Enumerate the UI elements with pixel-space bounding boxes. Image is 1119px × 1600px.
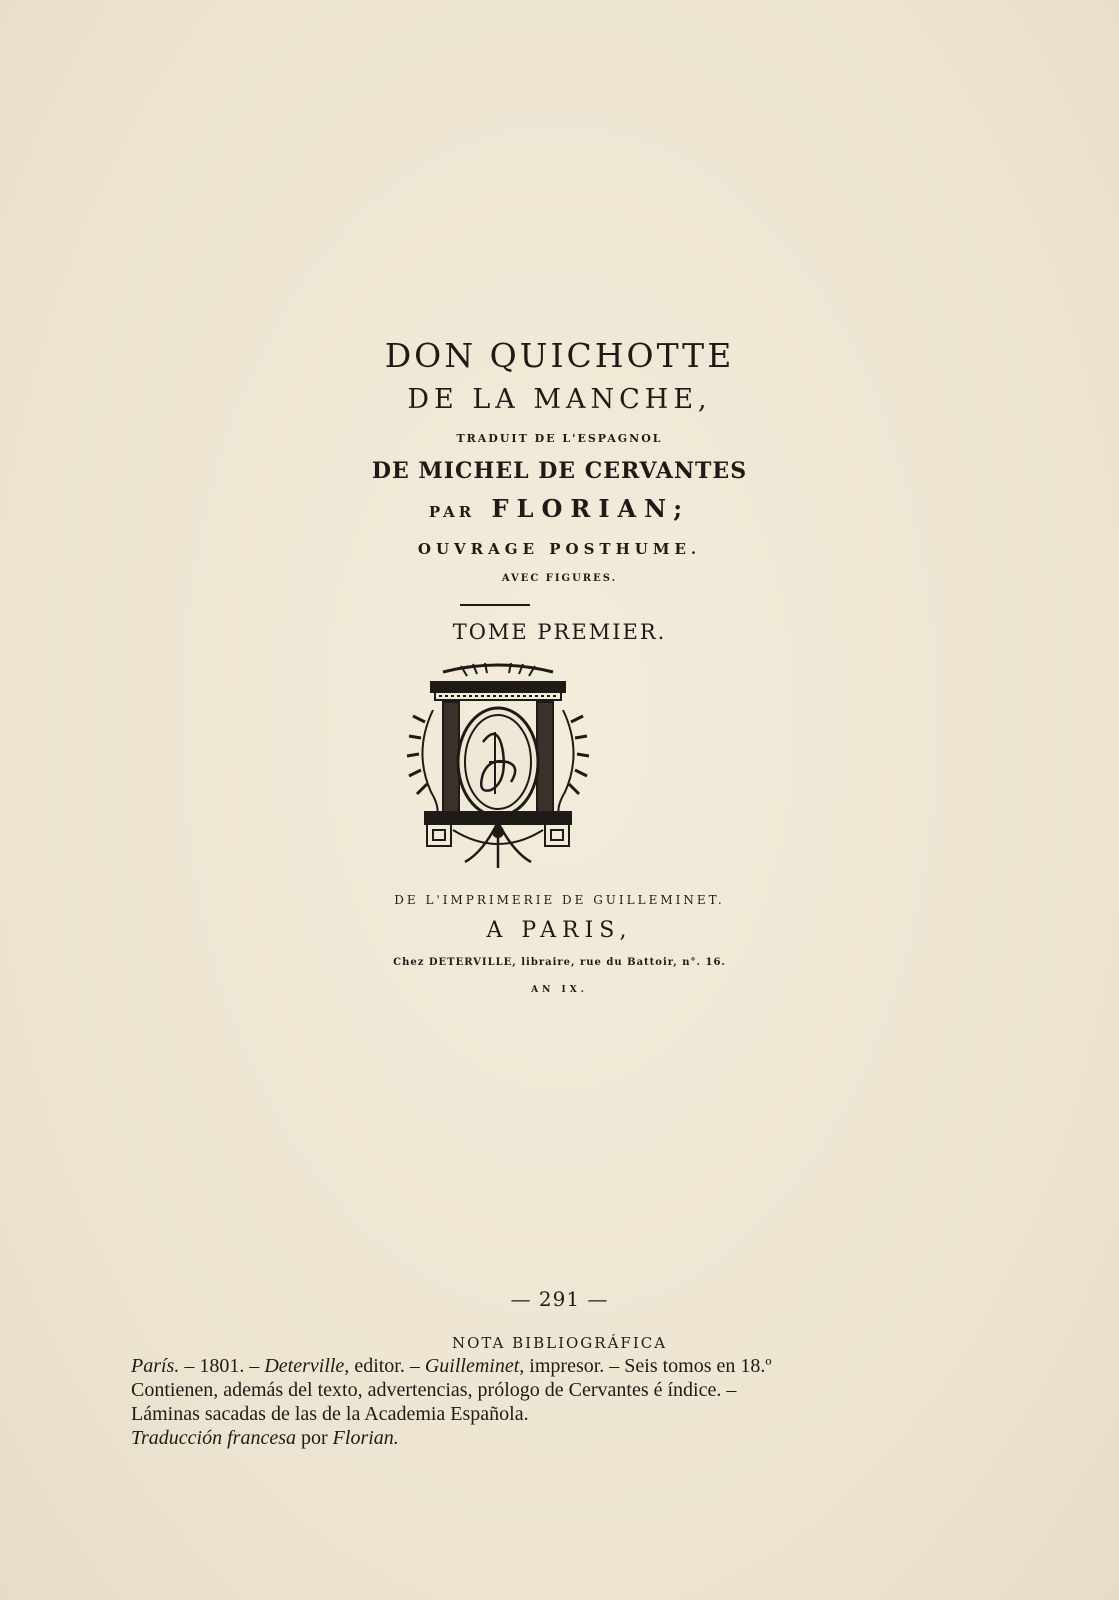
editor-text: editor. – — [349, 1355, 425, 1377]
printer-italic: Guilleminet, — [424, 1355, 525, 1377]
por-text: por — [296, 1427, 333, 1449]
nota-line-4 — [131, 1426, 901, 1450]
title-line-2: DE LA MANCHE, — [407, 384, 712, 415]
translator-name: FLORIAN; — [491, 494, 691, 523]
nota-heading: NOTA BIBLIOGRÁFICA — [451, 1334, 668, 1352]
par-label: PAR — [428, 503, 476, 521]
title-line-1: DON QUICHOTTE — [384, 336, 735, 375]
title-line-5 — [0, 494, 1119, 523]
nota-line-1 — [131, 1354, 901, 1378]
nota-line-1-text — [131, 1354, 772, 1378]
publisher-italic: Deterville, — [264, 1355, 350, 1377]
imprint-city: A PARIS, — [486, 918, 633, 943]
title-line-7: AVEC FIGURES. — [501, 573, 618, 584]
imprint-bookseller: Chez DETERVILLE, libraire, rue du Battoir, n°. 16. — [393, 957, 726, 968]
title-rule — [460, 604, 530, 606]
title-line-3: TRADUIT DE L'ESPAGNOL — [456, 432, 663, 445]
nota-line-2: Contienen, además del texto, advertencias, prólogo de Cervantes é índice. – — [131, 1379, 737, 1401]
imprint-year: AN IX. — [531, 985, 588, 995]
page-number: — 291 — — [510, 1287, 609, 1311]
imprint-printer: DE L'IMPRIMERIE DE GUILLEMINET. — [394, 893, 725, 907]
nota-line-3: Láminas sacadas de las de la Academia Española. — [131, 1403, 529, 1425]
place-italic: París. — [131, 1355, 180, 1377]
year-text: – 1801. – — [179, 1355, 265, 1377]
volume-label: TOME PREMIER. — [452, 620, 667, 644]
translation-italic: Traducción francesa — [131, 1427, 296, 1449]
bibliographic-note — [131, 1354, 901, 1450]
format-text: impresor. – Seis tomos en 18.º — [524, 1355, 772, 1377]
title-line-4: DE MICHEL DE CERVANTES — [371, 458, 748, 484]
translator-italic: Florian. — [332, 1427, 399, 1449]
printer-device-vignette — [403, 662, 593, 876]
title-line-6: OUVRAGE POSTHUME. — [417, 540, 702, 558]
